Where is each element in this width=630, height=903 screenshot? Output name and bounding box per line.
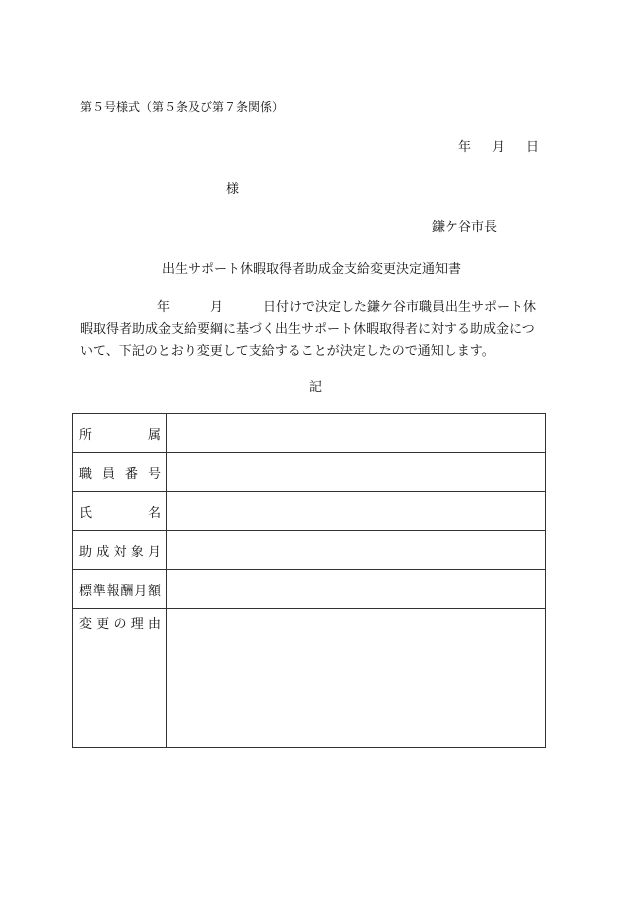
row-reason-for-change [73,609,546,748]
label-name: 氏 名 [73,492,167,531]
row-employee-number [73,453,546,492]
row-standard-monthly-remuneration [73,570,546,609]
date-month: 月 [492,140,506,155]
body-month: 月 [210,300,224,315]
value-reason-for-change[interactable] [167,609,546,748]
row-affiliation [73,414,546,453]
document-title: 出生サポート休暇取得者助成金支給変更決定通知書 [162,262,462,277]
issuer-name: 鎌ケ谷市長 [432,220,498,235]
label-subsidy-month: 助 成 対 象 月 [73,531,167,570]
date-line [458,136,539,155]
value-name[interactable] [167,492,546,531]
label-affiliation: 所 属 [73,414,167,453]
label-standard-monthly-remuneration: 標 準 報 酬 月 額 [73,570,167,609]
label-reason-for-change: 変 更 の 理 由 [73,609,167,748]
row-subsidy-month [73,531,546,570]
body-line-3: いて、下記のとおり変更して支給することが決定したので通知します。 [80,344,495,359]
ki-heading: 記 [309,380,323,395]
date-day: 日 [526,140,540,155]
body-year: 年 [157,300,171,315]
body-line-1 [80,296,536,315]
form-number: 第５号様式（第５条及び第７条関係） [80,100,285,114]
value-subsidy-month[interactable] [167,531,546,570]
date-year: 年 [458,140,472,155]
value-affiliation[interactable] [167,414,546,453]
label-employee-number: 職 員 番 号 [73,453,167,492]
row-name [73,492,546,531]
body-line-2: 暇取得者助成金支給要綱に基づく出生サポート休暇取得者に対する助成金につ [80,322,535,337]
info-table [72,413,546,748]
addressee-honorific: 様 [226,182,240,197]
value-employee-number[interactable] [167,453,546,492]
body-line-1-text: 日付けで決定した鎌ケ谷市職員出生サポート休 [263,300,537,315]
value-standard-monthly-remuneration[interactable] [167,570,546,609]
